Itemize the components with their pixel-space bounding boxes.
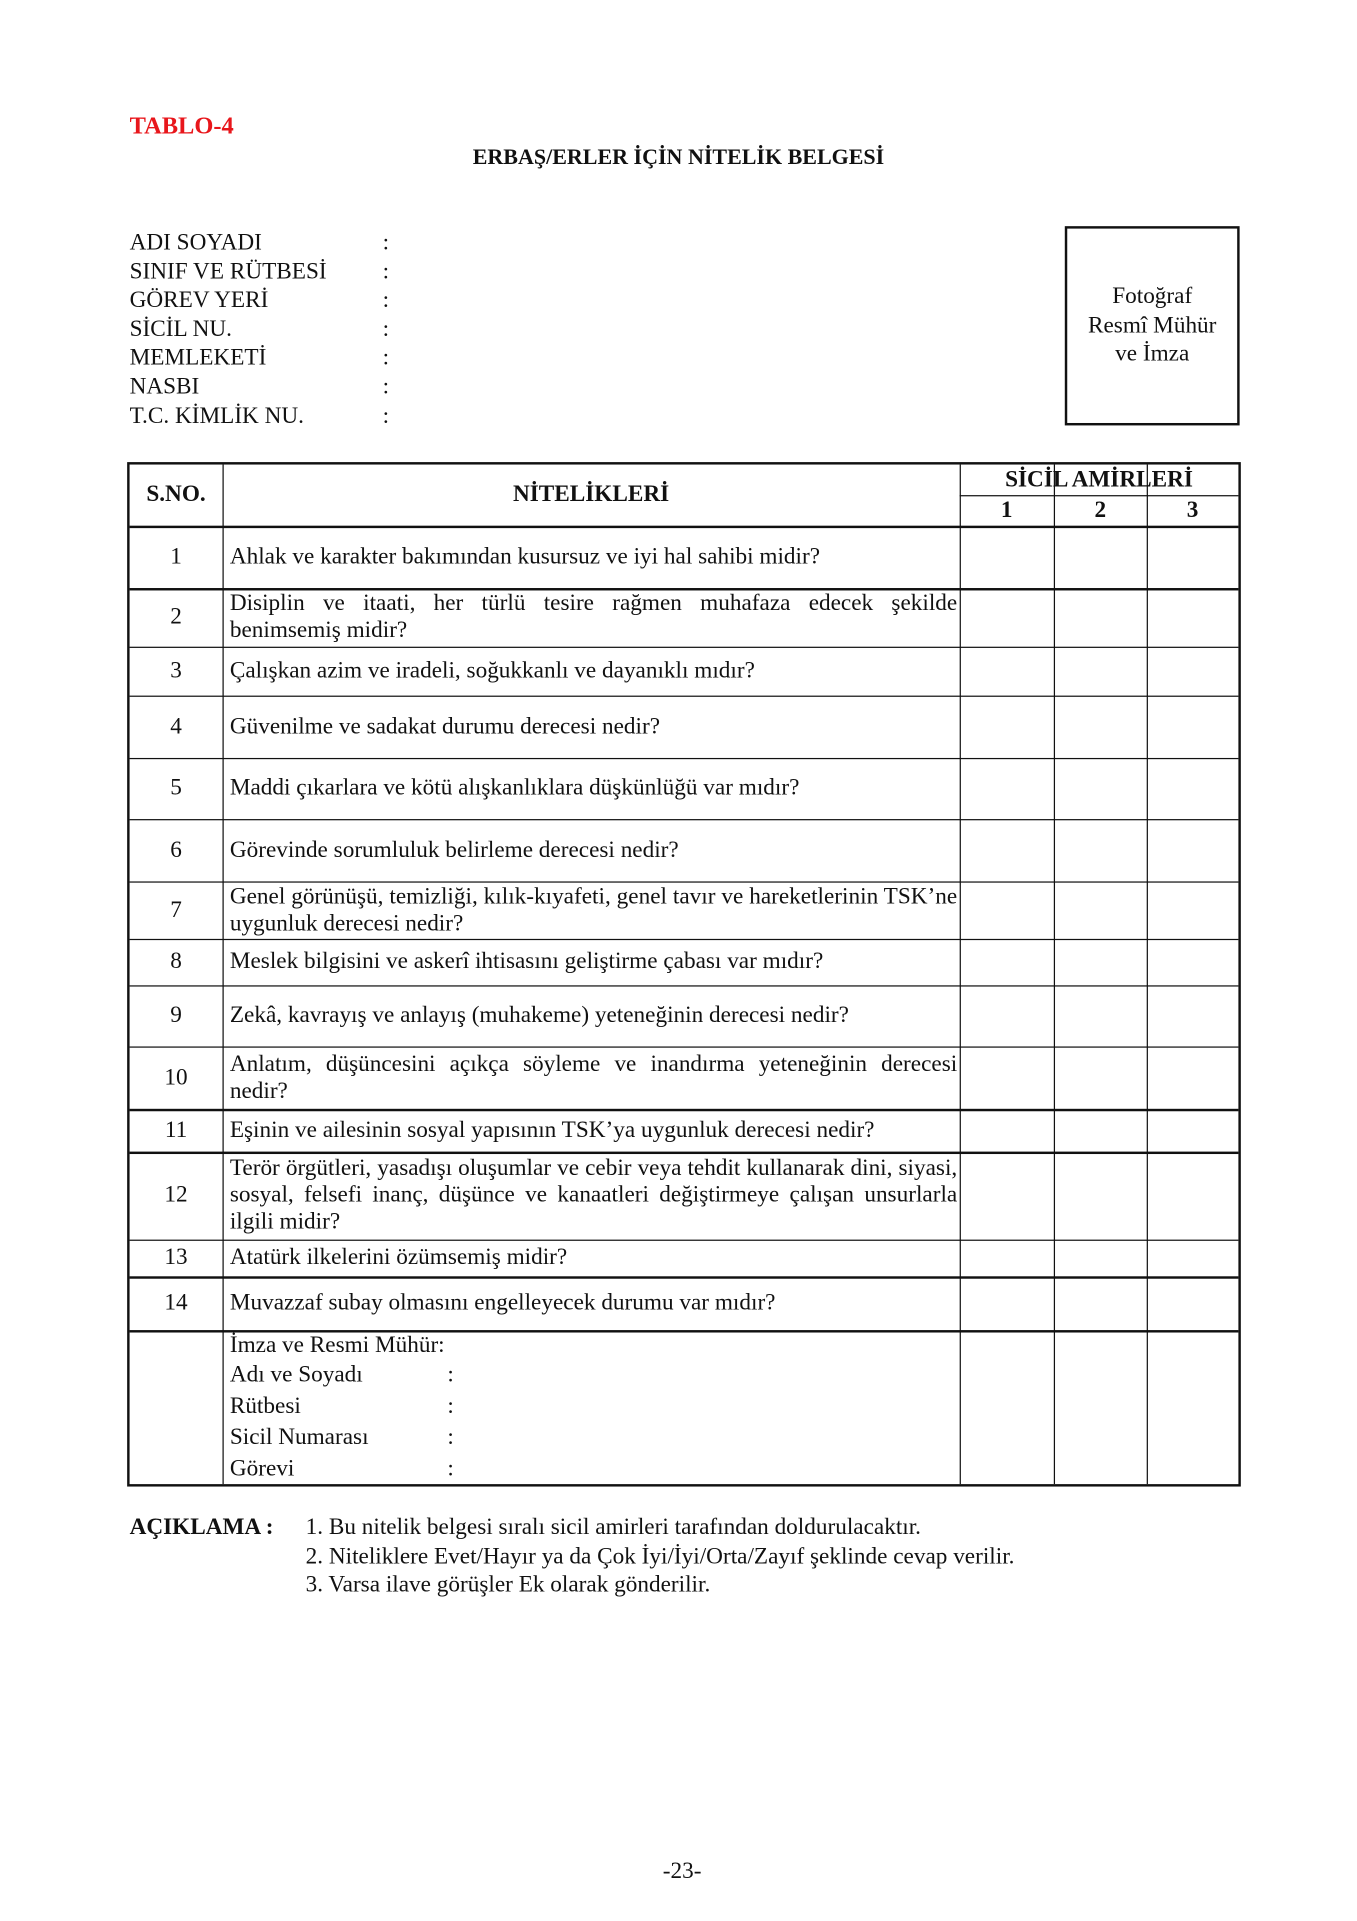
note-item: 3. Varsa ilave görüşler Ek olarak gönderilir. — [305, 1572, 711, 1598]
signature-field-label: Rütbesi — [229, 1393, 301, 1419]
amir-2-answer-cell[interactable] — [1054, 1046, 1147, 1108]
row-number: 11 — [164, 1116, 188, 1143]
row-number: 10 — [164, 1064, 188, 1090]
amir-1-answer-cell[interactable] — [960, 588, 1054, 647]
row-question — [230, 939, 957, 985]
amir-3-answer-cell[interactable] — [1147, 985, 1239, 1046]
signature-title: İmza ve Resmi Mühür: — [229, 1332, 445, 1359]
question-text: Çalışkan azim ve iradeli, soğukkanlı ve dayanıklı mıdır? — [229, 657, 755, 684]
row-number: 9 — [170, 1002, 182, 1029]
info-field-label: GÖREV YERİ — [129, 287, 269, 314]
row-question — [230, 819, 957, 881]
row-question — [230, 647, 957, 696]
amir-2-answer-cell[interactable] — [1054, 526, 1147, 588]
amir-2-answer-cell[interactable] — [1054, 696, 1147, 758]
question-text: Ahlak ve karakter bakımından kusursuz ve iyi hal sahibi midir? — [229, 543, 821, 570]
amir-2-answer-cell[interactable] — [1054, 1109, 1147, 1152]
page-title: ERBAŞ/ERLER İÇİN NİTELİK BELGESİ — [472, 144, 885, 169]
signature-field-label: Sicil Numarası — [229, 1424, 369, 1450]
question-text: Genel görünüşü, temizliği, kılık-kıyafeti, genel tavır ve hareketlerinin TSK’ne uygunluk derecesi nedir? — [229, 883, 958, 936]
qualification-table — [127, 462, 1241, 1486]
info-field-colon: : — [382, 287, 390, 314]
amir-1-answer-cell[interactable] — [960, 647, 1054, 696]
info-field-label: ADI SOYADI — [129, 229, 262, 256]
row-question — [230, 696, 957, 758]
amir-2-answer-cell[interactable] — [1054, 1276, 1147, 1330]
amir-1-answer-cell[interactable] — [960, 1276, 1054, 1330]
amir-3-answer-cell[interactable] — [1147, 526, 1239, 588]
notes-label: AÇIKLAMA : — [129, 1514, 274, 1541]
amir-3-answer-cell[interactable] — [1147, 819, 1239, 881]
row-number: 1 — [170, 543, 182, 570]
signature-label: ve İmza — [1115, 341, 1190, 367]
question-text: Meslek bilgisini ve askerî ihtisasını geliştirme çabası var mıdır? — [229, 948, 824, 975]
amir-1-answer-cell[interactable] — [960, 819, 1054, 881]
signature-field-colon: : — [447, 1424, 454, 1450]
row-number: 7 — [170, 896, 182, 923]
signature-field-colon: : — [447, 1361, 454, 1388]
amir-3-answer-cell[interactable] — [1147, 939, 1239, 985]
amir-3-answer-cell[interactable] — [1147, 1109, 1239, 1152]
amir-2-answer-cell[interactable] — [1054, 985, 1147, 1046]
amir-3-answer-cell[interactable] — [1147, 1276, 1239, 1330]
signature-field-label: Adı ve Soyadı — [229, 1361, 363, 1388]
header-amir-3: 3 — [1186, 496, 1199, 523]
amir-1-answer-cell[interactable] — [960, 526, 1054, 588]
row-question — [230, 1152, 957, 1240]
row-question — [230, 985, 957, 1046]
amir-1-answer-cell[interactable] — [960, 939, 1054, 985]
amir-2-answer-cell[interactable] — [1054, 881, 1147, 938]
question-text: Güvenilme ve sadakat durumu derecesi nedir? — [229, 713, 661, 740]
question-text: Disiplin ve itaati, her türlü tesire rağmen muhafaza edecek şekilde benimsemiş midir? — [229, 590, 958, 644]
row-number: 2 — [170, 603, 182, 630]
amir-2-answer-cell[interactable] — [1054, 939, 1147, 985]
row-number: 13 — [164, 1244, 188, 1271]
header-nitelikleri: NİTELİKLERİ — [512, 481, 670, 508]
amir-3-answer-cell[interactable] — [1147, 1152, 1239, 1240]
row-number: 5 — [170, 775, 182, 801]
question-text: Zekâ, kavrayış ve anlayış (muhakeme) yeteneğinin derecesi nedir? — [229, 1002, 849, 1029]
question-text: Görevinde sorumluluk belirleme derecesi nedir? — [229, 836, 679, 863]
question-text: Terör örgütleri, yasadışı oluşumlar ve cebir veya tehdit kullanarak dini, siyasi, sosyal, felsefi inanç, düşünce ve kanaatleri değiştirmeye çalışan unsurlarla ilgili midir? — [229, 1155, 958, 1235]
amir-1-answer-cell[interactable] — [960, 1046, 1054, 1108]
row-number: 4 — [170, 713, 182, 740]
amir-3-answer-cell[interactable] — [1147, 696, 1239, 758]
info-field-colon: : — [382, 402, 390, 429]
row-number: 6 — [170, 836, 182, 863]
row-question — [230, 881, 957, 938]
amir-1-answer-cell[interactable] — [960, 1152, 1054, 1240]
amir-1-answer-cell[interactable] — [960, 985, 1054, 1046]
amir-2-answer-cell[interactable] — [1054, 1240, 1147, 1277]
row-number: 12 — [164, 1182, 188, 1208]
row-question — [230, 526, 957, 588]
row-number: 14 — [164, 1289, 188, 1316]
row-question — [230, 1240, 957, 1277]
signature-field-colon: : — [447, 1393, 454, 1419]
header-amir-1: 1 — [1000, 496, 1013, 523]
question-text: Maddi çıkarlara ve kötü alışkanlıklara düşkünlüğü var mıdır? — [229, 775, 800, 801]
question-text: Atatürk ilkelerini özümsemiş midir? — [229, 1244, 568, 1271]
note-item: 1. Bu nitelik belgesi sıralı sicil amirleri tarafından doldurulacaktır. — [305, 1514, 922, 1541]
amir-1-answer-cell[interactable] — [960, 696, 1054, 758]
row-question — [230, 1109, 957, 1152]
amir-2-answer-cell[interactable] — [1054, 588, 1147, 647]
info-field-label: SİCİL NU. — [129, 316, 232, 343]
info-field-label: T.C. KİMLİK NU. — [129, 402, 305, 429]
question-text: Muvazzaf subay olmasını engelleyecek durumu var mıdır? — [229, 1289, 776, 1316]
row-question — [230, 588, 957, 647]
header-sicil-amirleri: SİCİL AMİRLERİ — [1005, 466, 1193, 493]
amir-3-answer-cell[interactable] — [1147, 1240, 1239, 1277]
amir-2-answer-cell[interactable] — [1054, 1152, 1147, 1240]
info-field-label: SINIF VE RÜTBESİ — [129, 258, 327, 285]
info-field-colon: : — [382, 374, 390, 400]
question-text: Anlatım, düşüncesini açıkça söyleme ve inandırma yeteneğinin derecesi nedir? — [229, 1050, 958, 1104]
info-field-colon: : — [382, 316, 390, 343]
info-field-colon: : — [382, 229, 390, 256]
info-field-colon: : — [382, 258, 390, 285]
signature-field-colon: : — [447, 1455, 454, 1482]
row-question — [230, 758, 957, 819]
header-sno: S.NO. — [146, 481, 206, 508]
amir-1-answer-cell[interactable] — [960, 1109, 1054, 1152]
signature-field-label: Görevi — [229, 1455, 295, 1482]
amir-2-answer-cell[interactable] — [1054, 647, 1147, 696]
amir-3-answer-cell[interactable] — [1147, 881, 1239, 938]
row-number: 3 — [170, 657, 182, 684]
amir-1-answer-cell[interactable] — [960, 758, 1054, 819]
info-field-label: NASBI — [129, 374, 200, 400]
info-field-colon: : — [382, 345, 390, 371]
header-amir-2: 2 — [1094, 496, 1107, 523]
amir-3-answer-cell[interactable] — [1147, 588, 1239, 647]
table-label: TABLO-4 — [129, 112, 234, 140]
amir-3-answer-cell[interactable] — [1147, 1046, 1239, 1108]
amir-2-answer-cell[interactable] — [1054, 758, 1147, 819]
amir-2-answer-cell[interactable] — [1054, 819, 1147, 881]
amir-1-answer-cell[interactable] — [960, 1240, 1054, 1277]
amir-1-answer-cell[interactable] — [960, 881, 1054, 938]
question-text: Eşinin ve ailesinin sosyal yapısının TSK’ya uygunluk derecesi nedir? — [229, 1116, 875, 1143]
row-question — [230, 1046, 957, 1108]
photo-stamp-box — [1065, 226, 1240, 425]
note-item: 2. Niteliklere Evet/Hayır ya da Çok İyi/İyi/Orta/Zayıf şeklinde cevap verilir. — [305, 1544, 1015, 1570]
page-number: -23- — [662, 1858, 702, 1884]
row-number: 8 — [170, 948, 182, 975]
row-question — [230, 1276, 957, 1330]
amir-3-answer-cell[interactable] — [1147, 647, 1239, 696]
info-field-label: MEMLEKETİ — [129, 345, 267, 371]
amir-3-answer-cell[interactable] — [1147, 758, 1239, 819]
stamp-label: Resmî Mühür — [1088, 312, 1217, 339]
photo-label: Fotoğraf — [1112, 283, 1193, 310]
